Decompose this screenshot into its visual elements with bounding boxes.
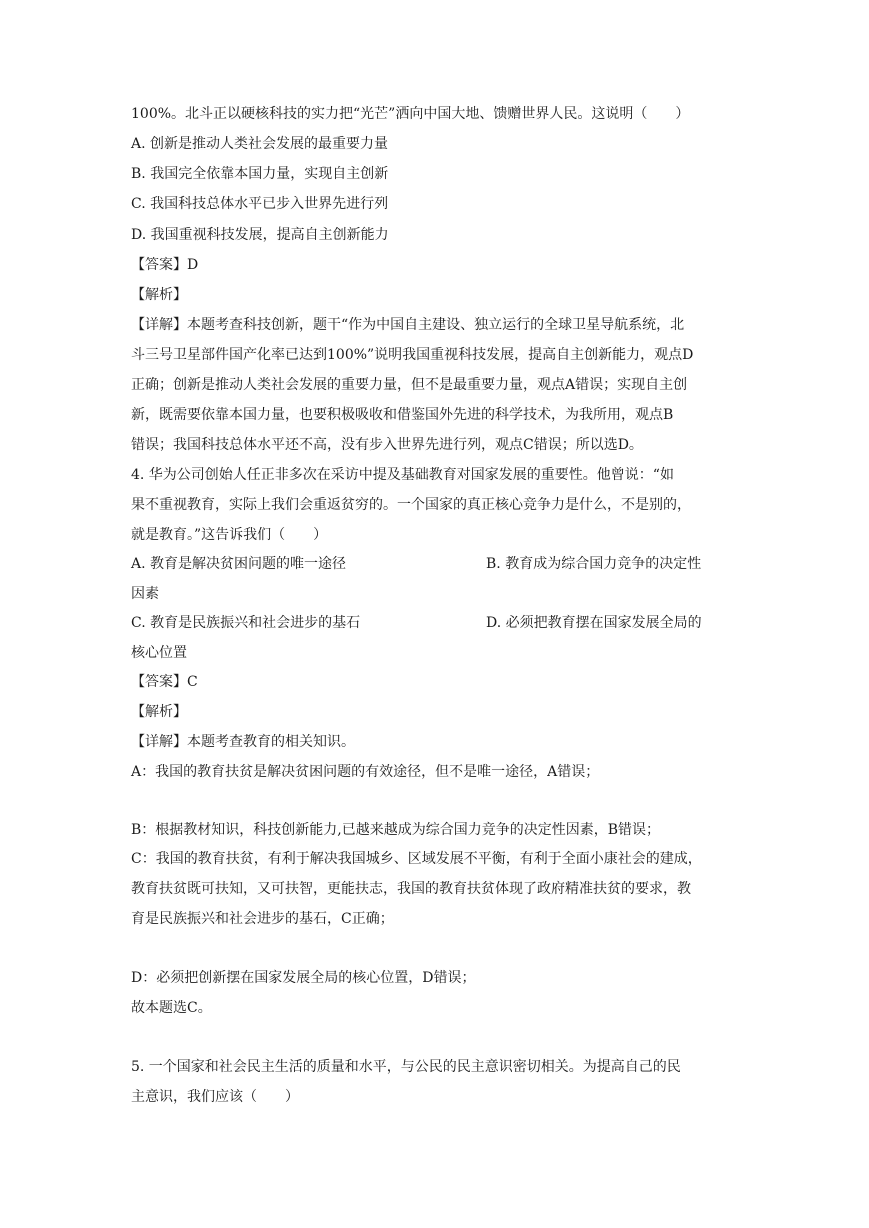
q3-analysis-label: 【解析】	[131, 287, 187, 303]
q3-answer: 【答案】D	[131, 257, 199, 273]
q4-detail-c-line: 育是民族振兴和社会进步的基石，C正确；	[131, 911, 394, 927]
q4-option-b-wrap: 因素	[131, 586, 159, 602]
q3-option-d: D. 我国重视科技发展，提高自主创新能力	[131, 227, 389, 243]
q3-option-b: B. 我国完全依靠本国力量，实现自主创新	[131, 166, 389, 182]
q3-detail-line: 正确；创新是推动人类社会发展的重要力量，但不是最重要力量，观点A错误；实现自主创	[131, 377, 688, 393]
q3-detail-line: 错误；我国科技总体水平还不高，没有步入世界先进行列，观点C错误；所以选D。	[131, 437, 643, 453]
q4-conclusion: 故本题选C。	[131, 1000, 212, 1016]
q4-option-d: D. 必须把教育摆在国家发展全局的	[486, 615, 702, 631]
q4-option-c: C. 教育是民族振兴和社会进步的基石	[131, 615, 361, 631]
q5-stem-line: 主意识，我们应该（ ）	[131, 1089, 299, 1105]
q5-stem-line: 5. 一个国家和社会民主生活的质量和水平，与公民的民主意识密切相关。为提高自己的民	[131, 1059, 681, 1075]
q4-detail-d: D：必须把创新摆在国家发展全局的核心位置，D错误；	[131, 970, 476, 986]
q4-answer: 【答案】C	[131, 674, 198, 690]
q4-option-b: B. 教育成为综合国力竞争的决定性	[486, 556, 702, 572]
q4-detail-intro: 【详解】本题考查教育的相关知识。	[131, 734, 355, 750]
q4-option-a: A. 教育是解决贫困问题的唯一途径	[131, 556, 347, 572]
q4-detail-c-line: C：我国的教育扶贫，有利于解决我国城乡、区域发展不平衡，有利于全面小康社会的建成，	[131, 851, 702, 867]
q3-option-a: A. 创新是推动人类社会发展的最重要力量	[131, 136, 389, 152]
q4-stem-line: 就是教育。”这告诉我们（ ）	[131, 527, 328, 543]
q3-stem-tail: 100%。北斗正以硬核科技的实力把“光芒”洒向中国大地、馈赠世界人民。这说明（ ）	[131, 106, 690, 122]
q4-detail-c-line: 教育扶贫既可扶知，又可扶智，更能扶志，我国的教育扶贫体现了政府精准扶贫的要求，教	[131, 881, 691, 897]
q4-stem-line: 4. 华为公司创始人任正非多次在采访中提及基础教育对国家发展的重要性。他曾说：“如	[131, 467, 674, 483]
q3-detail-line: 新，既需要依靠本国力量，也要积极吸收和借鉴国外先进的科学技术，为我所用，观点B	[131, 407, 674, 423]
q4-option-d-wrap: 核心位置	[131, 645, 187, 661]
q4-detail-a: A：我国的教育扶贫是解决贫困问题的有效途径，但不是唯一途径，A错误；	[131, 764, 600, 780]
q4-detail-b: B：根据教材知识，科技创新能力,已越来越成为综合国力竞争的决定性因素，B错误；	[131, 822, 661, 838]
q4-analysis-label: 【解析】	[131, 704, 187, 720]
q3-detail-line: 【详解】本题考查科技创新，题干“作为中国自主建设、独立运行的全球卫星导航系统，北	[131, 317, 685, 333]
q3-option-c: C. 我国科技总体水平已步入世界先进行列	[131, 196, 389, 212]
q3-detail-line: 斗三号卫星部件国产化率已达到100%”说明我国重视科技发展，提高自主创新能力，观点D	[131, 347, 694, 363]
q4-stem-line: 果不重视教育，实际上我们会重返贫穷的。一个国家的真正核心竞争力是什么，不是别的，	[131, 497, 691, 513]
